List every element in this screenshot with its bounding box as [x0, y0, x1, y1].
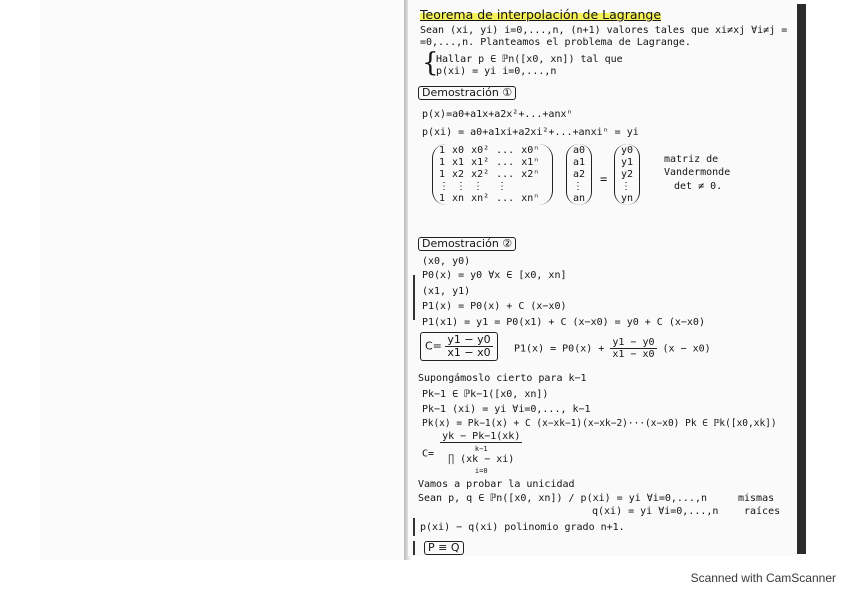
induction-line: Supongámoslo cierto para k−1 [418, 373, 587, 384]
induction-line: Pk−1 (xi) = yi ∀i=0,..., k−1 [422, 404, 591, 415]
values-vector: y0 y1 y2 ⋮ yn [614, 144, 640, 205]
same-roots-note: raíces [744, 506, 781, 517]
scanner-watermark: Scanned with CamScanner [690, 571, 836, 585]
scanned-edge [797, 4, 806, 554]
demo1-line: p(xi) = a0+a1xi+a2xi²+...+anxiⁿ = yi [422, 127, 639, 138]
matrix-row: 1 x0 x0² ... x0ⁿ [439, 145, 540, 156]
vandermonde-matrix [432, 144, 553, 205]
equals-sign: = [600, 172, 608, 186]
same-roots-note: mismas [738, 493, 775, 504]
problem-line: p(xi) = yi i=0,...,n [436, 66, 557, 77]
problem-line: Hallar p ∈ ℙn([x0, xn]) tal que [436, 54, 623, 65]
left-margin-rule [413, 275, 415, 320]
problem-brace: { [422, 48, 439, 78]
matrix-row: 1 x2 x2² ... x2ⁿ [439, 169, 540, 180]
coefficient-vector: a0 a1 a2 ⋮ an [566, 144, 592, 205]
vandermonde-note: det ≠ 0. [674, 181, 723, 192]
c-fraction: $\frac{y1 - y0}{x1 - x0}$ [447, 333, 491, 360]
conclusion-box: P ≡ Q [424, 541, 464, 555]
page-title: Teorema de interpolación de Lagrange [420, 7, 662, 22]
p1-formula: P1(x) = P0(x) + $\frac{y1 - y0}{x1 - x0}$ (x − x0) [514, 337, 711, 360]
demo2-line: P1(x1) = y1 = P0(x1) + C (x−x0) = y0 + C (x−x0) [422, 317, 705, 328]
c-general-fraction: yk − Pk−1(xk) k−1 ∏ (xk − xi) i=0 [442, 431, 521, 475]
demo2-line: (x1, y1) [422, 286, 471, 297]
intro-line: =0,...,n. Planteamos el problema de Lagrange. [420, 37, 691, 48]
scanned-page-left [40, 0, 412, 560]
demo2-line: P1(x) = P0(x) + C (x−x0) [422, 301, 567, 312]
uniqueness-line: q(xi) = yi ∀i=0,...,n [592, 506, 719, 517]
demo2-line: P0(x) = y0 ∀x ∈ [x0, xn] [422, 270, 567, 281]
p1-fraction: $\frac{y1 - y0}{x1 - x0}$ [612, 337, 655, 360]
induction-line: Pk−1 ∈ ℙk−1([x0, xn]) [422, 389, 549, 400]
uniqueness-line: Vamos a probar la unicidad [418, 479, 575, 490]
matrix-row: ⋮ ⋮ ⋮ ⋮ [439, 181, 507, 192]
c-general: C= yk − Pk−1(xk) k−1 ∏ (xk − xi) i=0 [422, 431, 521, 475]
matrix-row: 1 x1 x1² ... x1ⁿ [439, 157, 540, 168]
matrix-row: 1 xn xn² ... xnⁿ [439, 193, 540, 204]
demo2-line: (x0, y0) [422, 256, 471, 267]
demo2-label: Demostración ② [418, 237, 516, 251]
left-margin-rule [413, 541, 415, 555]
uniqueness-line: p(xi) − q(xi) polinomio grado n+1. [420, 522, 625, 533]
c-box: C= $\frac{y1 - y0}{x1 - x0}$ [420, 332, 498, 361]
intro-line: Sean (xi, yi) i=0,...,n, (n+1) valores tales que xi≠xj ∀i≠j = [420, 25, 788, 36]
left-margin-rule [413, 518, 415, 536]
demo1-label: Demostración ① [418, 86, 516, 100]
induction-line: Pk(x) = Pk−1(x) + C (x−xk−1)(x−xk−2)···(x−x0) Pk ∈ ℙk([x0,xk]) [422, 418, 777, 429]
uniqueness-line: Sean p, q ∈ ℙn([x0, xn]) / p(xi) = yi ∀i=0,...,n [418, 493, 707, 504]
demo1-line: p(x)=a0+a1x+a2x²+...+anxⁿ [422, 109, 573, 120]
vandermonde-note: matriz de [664, 154, 719, 165]
vandermonde-note: Vandermonde [664, 167, 731, 178]
